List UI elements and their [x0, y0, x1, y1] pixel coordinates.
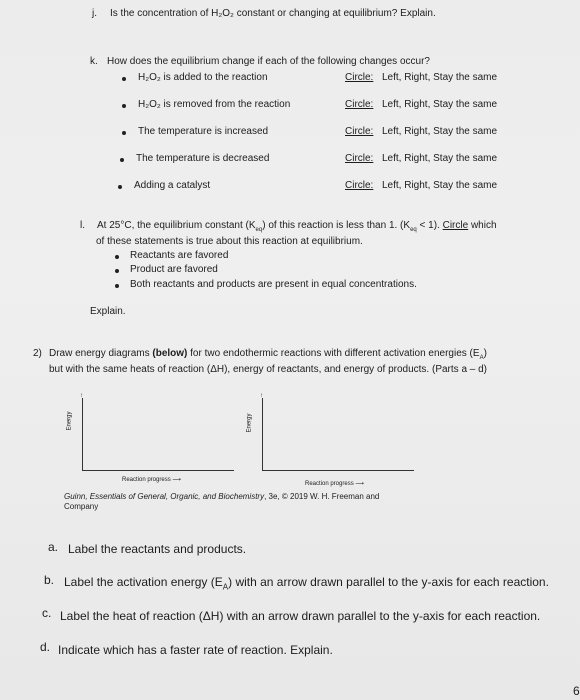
option-reactants-favored: Reactants are favored — [130, 250, 229, 261]
bullet-icon — [122, 131, 126, 135]
question-2-label: 2) — [33, 348, 42, 359]
options-text: Left, Right, Stay the same — [382, 180, 498, 191]
change-text: The temperature is increased — [138, 126, 269, 137]
x-axis-label: Reaction progress ⟶ — [122, 477, 181, 483]
citation-line1: Guinn, Essentials of General, Organic, and Biochemistry, 3e, © 2019 W. H. Freeman and — [64, 492, 380, 501]
question-2-line1: Draw energy diagrams (below) for two endothermic reactions with different activation energies $(E_A)$ — [49, 348, 487, 361]
part-c-label: c. — [42, 606, 52, 620]
citation-line2: Company — [64, 502, 99, 511]
question-j-text: Is the concentration of H₂O₂ constant or changing at equilibrium? Explain. — [110, 8, 436, 19]
change-text: Adding a catalyst — [134, 180, 211, 191]
bullet-icon — [115, 255, 119, 259]
bullet-icon — [122, 77, 126, 81]
arrow-up-icon: ↑ — [80, 393, 83, 399]
bullet-icon — [122, 104, 126, 108]
part-a-label: a. — [48, 540, 59, 554]
change-text: H₂O₂ is removed from the reaction — [138, 99, 291, 110]
x-axis — [262, 470, 414, 471]
question-j-label: j. — [92, 8, 97, 19]
circle-label: Circle: — [345, 99, 374, 110]
options-text: Left, Right, Stay the same — [382, 126, 498, 137]
question-l-line2: of these statements is true about this reaction at equilibrium. — [96, 236, 363, 247]
question-k-text: How does the equilibrium change if each of the following changes occur? — [107, 56, 430, 67]
options-text: Left, Right, Stay the same — [382, 72, 498, 83]
y-axis-label: Energy — [66, 411, 73, 431]
y-axis — [82, 398, 83, 470]
part-d-text: Indicate which has a faster rate of reaction. Explain. — [58, 643, 333, 657]
option-products-favored: Product are favored — [130, 264, 218, 275]
part-c-text: Label the heat of reaction (ΔH) with an arrow drawn parallel to the y-axis for each reaction. — [60, 609, 541, 623]
part-b-text: Label the activation energy $(E_A)$ with an arrow drawn parallel to the y-axis for each reaction. — [64, 575, 549, 592]
y-axis — [262, 398, 263, 470]
change-text: H₂O₂ is added to the reaction — [138, 72, 268, 83]
bullet-icon — [115, 269, 119, 273]
change-text: The temperature is decreased — [136, 153, 270, 164]
circle-label: Circle: — [345, 126, 374, 137]
page-number: 6 — [573, 684, 580, 698]
part-d-label: d. — [40, 640, 51, 654]
circle-label: Circle: — [345, 153, 374, 164]
bullet-icon — [115, 284, 119, 288]
arrow-up-icon: ↑ — [260, 393, 263, 399]
option-equal-concentrations: Both reactants and products are present in equal concentrations. — [130, 279, 417, 290]
part-a-text: Label the reactants and products. — [68, 542, 247, 556]
question-l-label: l. — [80, 220, 85, 231]
circle-label: Circle: — [345, 180, 374, 191]
options-text: Left, Right, Stay the same — [382, 99, 498, 110]
y-axis-label: Energy — [246, 413, 253, 433]
bullet-icon — [118, 185, 122, 189]
question-2-line2: but with the same heats of reaction (ΔH), energy of reactants, and energy of products. (Parts a – d) — [49, 364, 488, 375]
question-k-label: k. — [90, 56, 98, 67]
x-axis-label: Reaction progress ⟶ — [305, 481, 364, 487]
explain-label: Explain. — [90, 306, 126, 317]
bullet-icon — [120, 158, 124, 162]
circle-label: Circle: — [345, 72, 374, 83]
question-l-line1: At 25°C, the equilibrium constant $(K_{eq})$ of this reaction is less than 1. $(K_{eq} < 1)$. Circle which — [97, 220, 497, 233]
options-text: Left, Right, Stay the same — [382, 153, 498, 164]
x-axis — [82, 470, 234, 471]
part-b-label: b. — [44, 573, 55, 587]
